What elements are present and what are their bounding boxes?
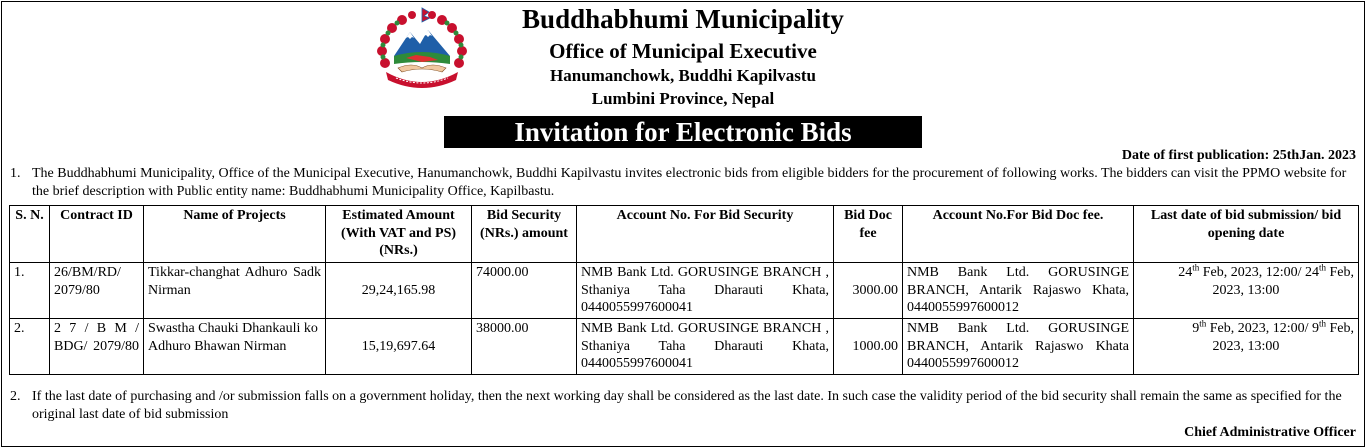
note-2 bbox=[10, 388, 1358, 424]
header-doc-fee: Bid Doc fee bbox=[834, 206, 903, 263]
municipality-title: Buddhabhumi Municipality bbox=[522, 4, 844, 34]
table-row bbox=[10, 263, 1359, 319]
office-address: Hanumanchowk, Buddhi Kapilvastu bbox=[550, 66, 816, 85]
header-bid-security: Bid Security (NRs.) amount bbox=[472, 206, 577, 263]
date-day: 9 bbox=[1192, 321, 1200, 336]
cell-doc-fee: 1000.00 bbox=[834, 319, 903, 375]
cell-estimated-amount: 15,19,697.64 bbox=[326, 319, 472, 375]
cell-sn: 1. bbox=[10, 263, 50, 319]
cell-sn: 2. bbox=[10, 319, 50, 375]
cell-security-account: NMB Bank Ltd. GORUSINGE BRANCH , Sthaniya Taha Dharauti Khata, 0440055997600041 bbox=[577, 263, 834, 319]
date-mid: Feb, 2023, 12:00/ 24 bbox=[1199, 265, 1319, 280]
cell-estimated-amount: 29,24,165.98 bbox=[326, 263, 472, 319]
note-text: The Buddhabhumi Municipality, Office of the Municipal Executive, Hanumanchowk, Buddhi Kapilvastu invites electronic bids from eligible bidders for the procurement of following works. The bidders can visit the PPMO website for the brief description with Public entity name: Buddhabhumi Municipality Office, Kapilbastu. bbox=[32, 166, 1347, 199]
header-security-account: Account No. For Bid Security bbox=[577, 206, 834, 263]
date-end: Feb, bbox=[1326, 265, 1354, 280]
date-suffix: th bbox=[1199, 318, 1207, 329]
bids-table bbox=[9, 205, 1359, 375]
date-mid: Feb, 2023, 12:00/ 9 bbox=[1206, 321, 1319, 336]
note-text: If the last date of purchasing and /or submission falls on a government holiday, then the next working day shall be considered as the last date. In such case the validity period of the bid security shall remain the same as specified for the original last date of bid submission bbox=[32, 389, 1342, 422]
cell-last-date bbox=[1134, 319, 1359, 375]
cell-security-account: NMB Bank Ltd. GORUSINGE BRANCH , Sthaniya Taha Dharauti Khata, 0440055997600041 bbox=[577, 319, 834, 375]
date-suffix: th bbox=[1318, 262, 1326, 273]
cell-project-name: Swastha Chauki Dhankauli ko Adhuro Bhawan Nirman bbox=[144, 319, 326, 375]
date-suffix: th bbox=[1318, 318, 1326, 329]
signatory-title: Chief Administrative Officer bbox=[1184, 425, 1356, 440]
notice-banner: Invitation for Electronic Bids bbox=[444, 116, 922, 148]
header-project-name: Name of Projects bbox=[144, 206, 326, 263]
cell-contract-id: 26/BM/RD/ 2079/80 bbox=[50, 263, 144, 319]
province-line: Lumbini Province, Nepal bbox=[591, 89, 775, 108]
publication-date: Date of first publication: 25thJan. 2023 bbox=[1121, 148, 1356, 163]
date-suffix: th bbox=[1192, 262, 1200, 273]
note-number: 2. bbox=[10, 389, 21, 404]
cell-fee-account: NMB Bank Ltd. GORUSINGE BRANCH, Antarik Rajaswo Khata 0440055997600012 bbox=[903, 319, 1134, 375]
header-fee-account: Account No.For Bid Doc fee. bbox=[903, 206, 1134, 263]
note-1 bbox=[10, 165, 1358, 201]
header-last-date: Last date of bid submission/ bid opening date bbox=[1134, 206, 1359, 263]
date-line-2: 2023, 13:00 bbox=[1212, 282, 1280, 298]
date-line-2: 2023, 13:00 bbox=[1212, 338, 1280, 354]
office-name: Office of Municipal Executive bbox=[549, 39, 817, 63]
cell-contract-id: 2 7 / B M / BDG/ 2079/80 bbox=[50, 319, 144, 375]
header-contract-id: Contract ID bbox=[50, 206, 144, 263]
cell-last-date bbox=[1134, 263, 1359, 319]
date-end: Feb, bbox=[1326, 321, 1354, 336]
table-row bbox=[10, 319, 1359, 375]
header-estimated-amount: Estimated Amount (With VAT and PS) (NRs.) bbox=[326, 206, 472, 263]
header-sn: S. N. bbox=[10, 206, 50, 263]
cell-doc-fee: 3000.00 bbox=[834, 263, 903, 319]
cell-fee-account: NMB Bank Ltd. GORUSINGE BRANCH, Antarik Rajaswo Khata, 0440055997600012 bbox=[903, 263, 1134, 319]
table-header-row bbox=[10, 206, 1359, 263]
cell-bid-security: 38000.00 bbox=[472, 319, 577, 375]
cell-bid-security: 74000.00 bbox=[472, 263, 577, 319]
cell-project-name: Tikkar-changhat Adhuro Sadk Nirman bbox=[144, 263, 326, 319]
date-day: 24 bbox=[1178, 265, 1193, 280]
note-number: 1. bbox=[10, 166, 21, 181]
